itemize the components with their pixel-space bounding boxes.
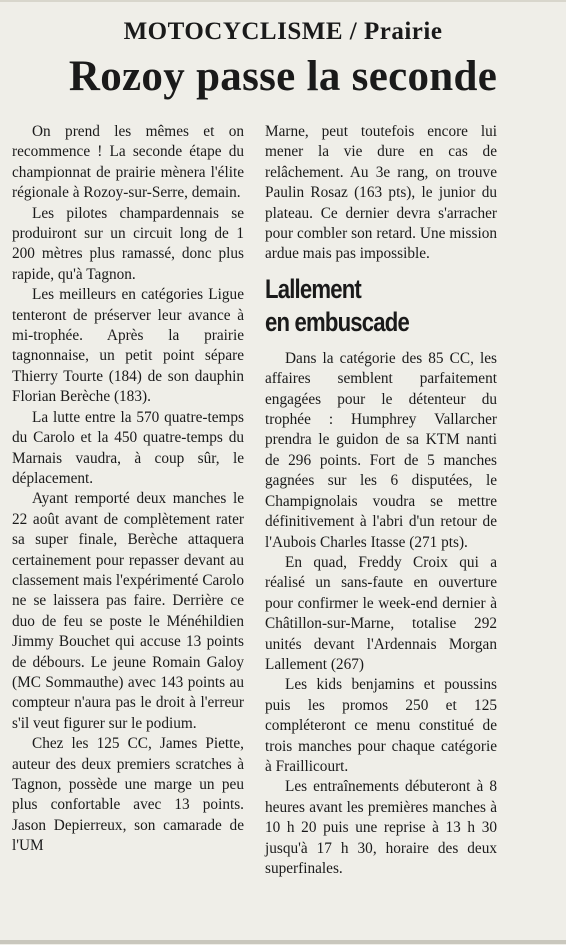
paragraph: Ayant remporté deux manches le 22 août avant de complètement rater sa super finale, Berèche attaquera certainement pour repasser devant au classement mais l'expérimenté Carolo ne se laissera pas faire. Derrière ce duo de feu se poste le Ménéhildien Jimmy Bouchet qui accuse 13 points de débours. Le jeune Romain Galoy (MC Sommauthe) avec 143 points au compteur n'aura pas le droit à l'erreur s'il veut figurer sur le podium. bbox=[12, 490, 244, 732]
paragraph: On prend les mêmes et on recommence ! La seconde étape du championnat de prairie mènera l'élite régionale à Rozoy-sur-Serre, demain. bbox=[12, 123, 244, 202]
subheading bbox=[265, 273, 455, 339]
paragraph: En quad, Freddy Croix qui a réalisé un sans-faute en ouverture pour confirmer le week-end dernier à Châtillon-sur-Marne, totalise 292 unités devant l'Ardennais Morgan Lallement (267) bbox=[265, 553, 497, 673]
subheading-line: Lallement bbox=[265, 273, 361, 304]
paragraph: Les meilleurs en catégories Ligue tenteront de préserver leur avance à mi-trophée. Après la prairie tagnonnaise, un petit point sépare Thierry Tourte (184) de son dauphin Florian Berèche (183). bbox=[12, 286, 244, 406]
bottom-border bbox=[0, 940, 566, 944]
paragraph: Les entraînements débuteront à 8 heures avant les premières manches à 10 h 20 puis une reprise à 13 h 30 jusqu'à 17 h 30, horaire des deux superfinales. bbox=[265, 778, 497, 877]
top-border bbox=[0, 0, 566, 2]
subheading-line: en embuscade bbox=[265, 306, 409, 337]
paragraph: Chez les 125 CC, James Piette, auteur des deux premiers scratches à Tagnon, possède une marge un peu plus confortable avec 13 points. Jason Depierreux, son camarade de l'UM bbox=[12, 735, 244, 855]
paragraph: Dans la catégorie des 85 CC, les affaires semblent parfaitement engagées pour le détenteur du trophée : Humphrey Vallarcher prendra le guidon de sa KTM nanti de 296 points. Fort de 5 manches gagnées sur les 6 disputées, le Champignolais voudra se mettre définitivement à l'abri d'un retour de l'Aubois Charles Itasse (271 pts). bbox=[265, 349, 497, 551]
left-column bbox=[12, 122, 244, 857]
section-rubric: MOTOCYCLISME / Prairie bbox=[123, 18, 443, 45]
right-column bbox=[265, 122, 497, 879]
article-headline: Rozoy passe la seconde bbox=[68, 53, 498, 100]
paragraph: La lutte entre la 570 quatre-temps du Carolo et la 450 quatre-temps du Marnais vaudra, à coup sûr, le déplacement. bbox=[12, 408, 244, 487]
paragraph: Les pilotes champardennais se produiront sur un circuit long de 1 200 mètres plus ramassé, donc plus rapide, qu'à Tagnon. bbox=[12, 204, 244, 283]
paragraph: Les kids benjamins et poussins puis les promos 250 et 125 compléteront ce menu constitué de trois manches pour chaque catégorie à Fraillicourt. bbox=[265, 676, 497, 775]
paragraph: Marne, peut toutefois encore lui mener la vie dure en cas de relâchement. Au 3e rang, on trouve Paulin Rosaz (163 pts), le junior du plateau. Ce dernier devra s'arracher pour combler son retard. Une mission ardue mais pas impossible. bbox=[265, 123, 497, 263]
